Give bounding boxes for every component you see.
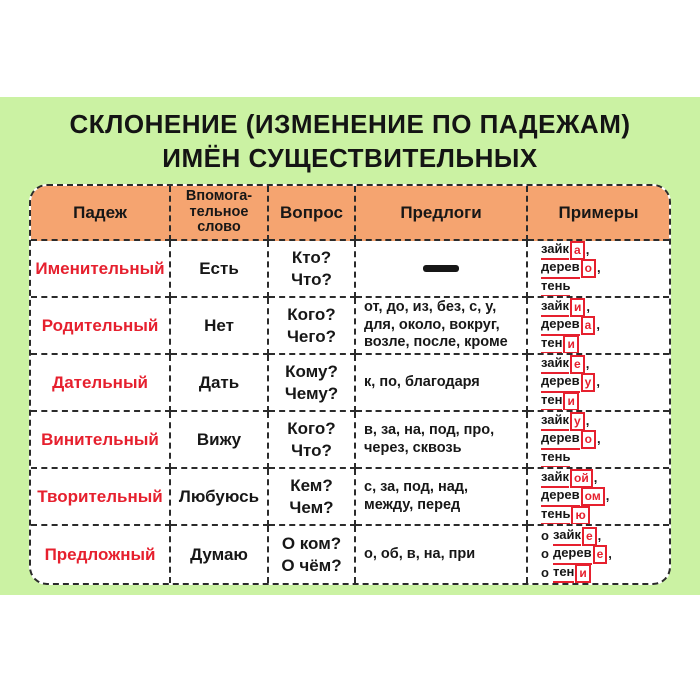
example-ending-box: ой [570,469,593,488]
example-line [541,355,589,373]
example-comma: , [596,317,600,333]
question-line: Чем? [289,497,334,517]
question-cell [269,469,356,526]
question-cell [269,355,356,412]
examples-cell [528,355,669,412]
example-ending-box: и [563,335,578,354]
example-line [541,545,612,564]
question-line: Чего? [286,326,337,346]
prepositions-line: через, сквозь [364,439,462,456]
example-stem-underlined: дерев [541,372,580,393]
case-cell: Именительный [31,241,171,298]
example-comma: , [586,298,591,314]
example-ending-box: и [563,392,578,411]
examples-cell [528,469,669,526]
examples-cell [528,298,669,355]
example-line [541,316,600,335]
example-line [541,298,590,316]
example-stem-underlined: тен [553,563,574,583]
question-cell [269,526,356,583]
example-comma: , [585,241,590,257]
prepositions-line: от, до, из, без, с, у, [364,299,497,316]
example-stem-underlined: зайк [541,412,569,431]
example-stem-underlined: зайк [541,355,569,374]
prepositions-cell [356,412,528,469]
example-ending-box: е [582,527,597,546]
example-ending-box: о [581,430,596,449]
case-cell: Предложный [31,526,171,583]
example-ending-box: у [570,412,585,431]
example-stem-underlined: дерев [553,544,592,565]
example-stem-underlined: дерев [541,258,580,279]
question-line: Кем? [290,475,333,495]
example-line [541,469,597,487]
question-line: Что? [291,269,332,289]
prepositions-line: между, перед [364,496,461,513]
aux-word-cell: Вижу [171,412,269,469]
examples-cell [528,412,669,469]
header-cell-0 [31,186,171,241]
case-cell: Родительный [31,298,171,355]
header-label: Вопрос [280,203,343,222]
header-label: Предлоги [400,203,482,222]
example-stem-underlined: тень [541,448,570,469]
aux-word-cell: Есть [171,241,269,298]
prepositions-line: к, по, благодаря [364,373,480,390]
header-label: Впомога- [185,188,253,205]
aux-word-cell: Дать [171,355,269,412]
prepositions-cell [356,469,528,526]
prepositions-line: возле, после, кроме [364,334,508,351]
example-stem-underlined: тен [541,334,562,355]
examples-cell [528,526,669,583]
example-comma: , [596,374,600,390]
poster-title-line2: ИМЁН СУЩЕСТВИТЕЛЬНЫХ [162,143,538,173]
question-line: Кого? [287,418,336,438]
prepositions-line: в, за, на, под, про, [364,422,495,438]
example-line [541,412,589,430]
question-cell [269,298,356,355]
example-ending-box: е [570,355,585,374]
question-line: Чему? [284,383,339,403]
example-line [541,487,609,506]
example-ending-box: и [575,564,590,583]
header-label: Примеры [558,203,639,222]
case-cell: Винительный [31,412,171,469]
example-stem-underlined: тень [541,505,570,526]
aux-word-cell: Любуюсь [171,469,269,526]
example-ending-box: у [581,373,596,392]
example-stem-underlined: зайк [541,298,569,317]
prepositions-cell [356,241,528,298]
example-prefix: о [541,546,549,562]
example-line [541,506,590,525]
no-prepositions-dash [423,265,459,272]
prepositions-line: с, за, под, над, [364,479,468,495]
example-comma: , [585,355,590,371]
example-line [541,430,601,449]
example-comma: , [593,469,598,485]
example-line [541,335,579,354]
header-cell-3 [356,186,528,241]
example-prefix: о [541,527,549,543]
example-stem-underlined: зайк [541,241,569,260]
example-line [541,373,600,392]
prepositions-line: для, около, вокруг, [364,316,500,333]
prepositions-cell [356,298,528,355]
question-cell [269,412,356,469]
example-line [541,564,591,583]
example-ending-box: ом [581,487,605,506]
question-line: Кого? [287,304,336,324]
example-stem-underlined: тень [541,277,570,298]
question-line: Кому? [285,361,338,381]
header-label: тельное [189,203,249,220]
example-line [541,241,589,259]
header-cell-2 [269,186,356,241]
example-comma: , [608,546,612,562]
example-stem-underlined: зайк [541,469,569,488]
examples-cell [528,241,669,298]
header-cell-1 [171,186,269,241]
case-cell: Творительный [31,469,171,526]
example-ending-box: ю [571,506,589,525]
example-line [541,278,570,297]
example-comma: , [585,412,590,428]
prepositions-line: о, об, в, на, при [364,545,476,562]
example-ending-box: и [570,298,585,317]
prepositions-cell [356,526,528,583]
example-stem-underlined: дерев [541,429,580,450]
header-label: слово [197,219,241,236]
question-line: О чём? [281,555,342,575]
question-cell [269,241,356,298]
example-line [541,527,601,546]
example-comma: , [597,527,602,543]
aux-word-cell: Думаю [171,526,269,583]
aux-word-cell: Нет [171,298,269,355]
header-label: Падеж [73,203,127,222]
poster-title-line1: СКЛОНЕНИЕ (ИЗМЕНЕНИЕ ПО ПАДЕЖАМ) [69,109,631,139]
example-ending-box: о [581,259,596,278]
example-line [541,449,570,468]
example-ending-box: а [570,241,585,260]
poster-title [0,107,700,175]
declension-table [29,184,671,585]
example-line [541,392,579,411]
question-line: Что? [291,440,332,460]
example-line [541,259,601,278]
prepositions-cell [356,355,528,412]
example-stem-underlined: дерев [541,486,580,507]
example-comma: , [597,431,601,447]
example-comma: , [605,488,610,504]
example-prefix: о [541,564,549,580]
example-ending-box: а [581,316,596,335]
example-stem-underlined: тен [541,391,562,412]
case-cell: Дательный [31,355,171,412]
question-line: Кто? [291,247,332,267]
example-comma: , [597,260,601,276]
header-cell-4 [528,186,669,241]
example-stem-underlined: дерев [541,315,580,336]
question-line: О ком? [281,533,342,553]
example-ending-box: е [593,545,608,564]
example-stem-underlined: зайк [553,526,581,546]
